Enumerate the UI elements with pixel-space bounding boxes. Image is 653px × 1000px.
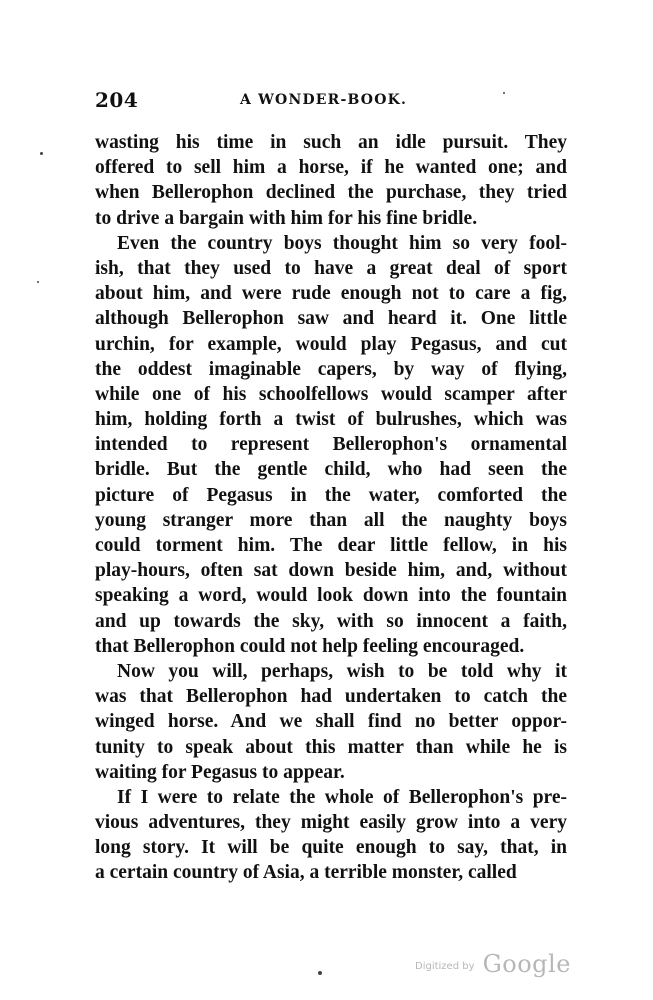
text-line: Even the country boys thought him so very fool- [117, 232, 567, 254]
paragraph [95, 785, 567, 886]
text-line: long story. It will be quite enough to say, that, in [95, 837, 567, 859]
text-line: young stranger more than all the naughty boys [95, 509, 567, 531]
text-line: although Bellerophon saw and heard it. One little [95, 308, 567, 330]
paragraph [95, 659, 567, 785]
running-head: A WONDER-BOOK. [240, 92, 408, 108]
text-line: Now you will, perhaps, wish to be told why it [117, 660, 567, 682]
print-speck [318, 971, 322, 975]
paragraph [95, 130, 567, 231]
body-text [95, 130, 567, 886]
print-speck [37, 281, 39, 283]
text-line: while one of his schoolfellows would scamper after [95, 383, 567, 405]
text-line: bridle. But the gentle child, who had seen the [95, 459, 567, 481]
text-line: picture of Pegasus in the water, comforted the [95, 484, 567, 506]
text-line: intended to represent Bellerophon's ornamental [95, 434, 567, 456]
text-line: to drive a bargain with him for his fine bridle. [95, 207, 478, 229]
digitized-watermark [415, 950, 571, 978]
watermark-prefix: Digitized by [415, 961, 475, 972]
text-line: waiting for Pegasus to appear. [95, 761, 345, 783]
text-line: speaking a word, would look down into the fountain [95, 585, 567, 607]
text-line: and up towards the sky, with so innocent a faith, [95, 610, 567, 632]
page-number: 204 [95, 88, 139, 112]
text-line: wasting his time in such an idle pursuit. They [95, 132, 567, 153]
text-line: was that Bellerophon had undertaken to catch the [95, 686, 567, 708]
print-speck [40, 152, 43, 155]
paragraph [95, 231, 567, 659]
text-line: tunity to speak about this matter than while he is [95, 736, 567, 758]
text-line: the oddest imaginable capers, by way of flying, [95, 358, 567, 380]
text-line: If I were to relate the whole of Bellerophon's pre- [117, 786, 567, 808]
print-speck [503, 92, 505, 94]
text-line: could torment him. The dear little fellow, in his [95, 535, 567, 556]
text-line: urchin, for example, would play Pegasus, and cut [95, 333, 567, 355]
text-line: about him, and were rude enough not to care a fig, [95, 283, 567, 305]
text-line: a certain country of Asia, a terrible monster, called [95, 862, 517, 884]
text-line: ish, that they used to have a great deal of sport [95, 257, 567, 279]
page-header [95, 88, 567, 116]
text-line: that Bellerophon could not help feeling encouraged. [95, 635, 525, 657]
google-logo: Google [482, 950, 571, 978]
text-line: winged horse. And we shall find no better oppor- [95, 711, 567, 733]
text-line: vious adventures, they might easily grow into a very [95, 812, 567, 834]
text-line: him, holding forth a twist of bulrushes, which was [95, 409, 567, 431]
text-line: when Bellerophon declined the purchase, they tried [95, 182, 567, 204]
text-line: play-hours, often sat down beside him, and, without [95, 560, 567, 582]
text-line: offered to sell him a horse, if he wanted one; and [95, 157, 567, 179]
